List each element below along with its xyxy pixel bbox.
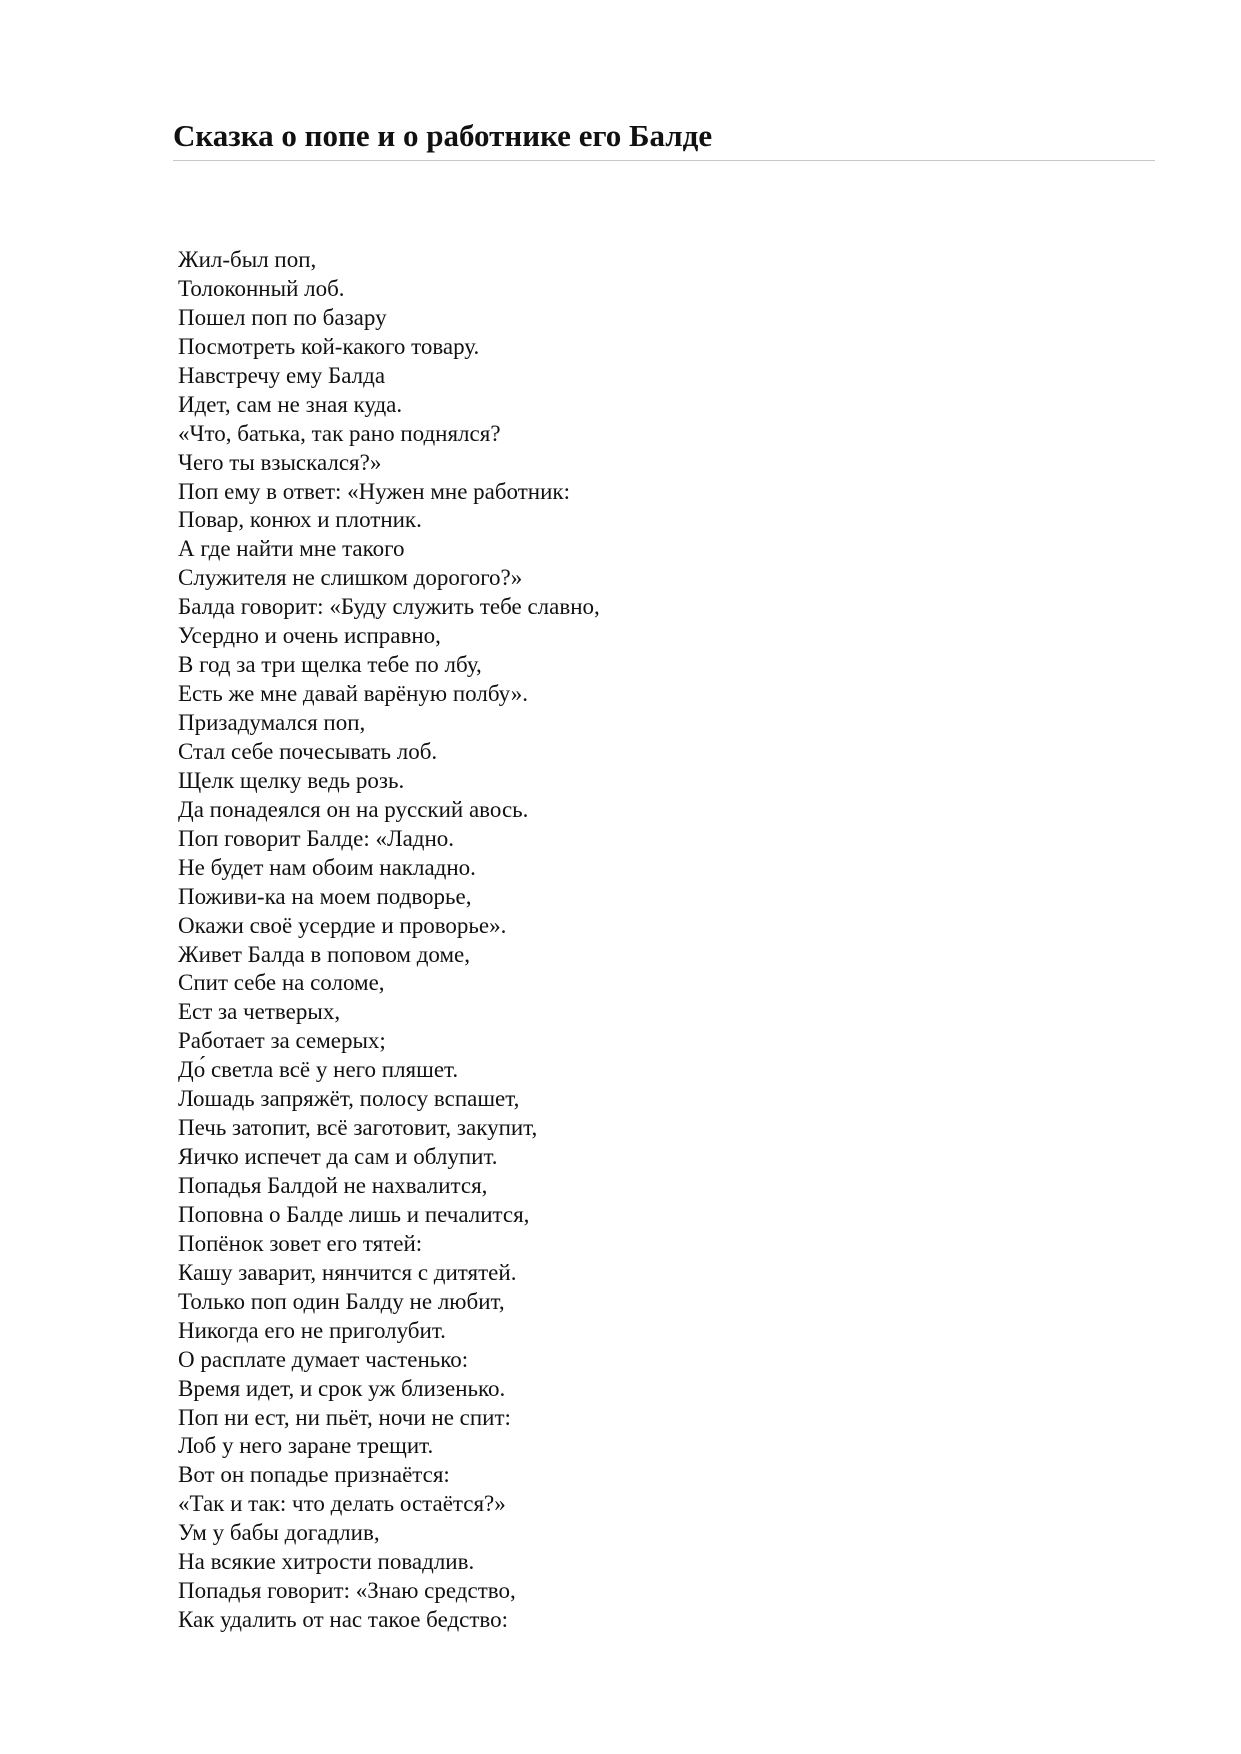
poem-line: Служителя не слишком дорогого?» (178, 565, 523, 591)
poem-line: Поповна о Балде лишь и печалится, (178, 1201, 530, 1227)
poem-line: Ест за четверых, (178, 999, 341, 1025)
poem-line: Пошел поп по базару (178, 304, 387, 330)
poem-line: А где найти мне такого (178, 536, 405, 562)
poem-line: Яичко испечет да сам и облупит. (178, 1144, 498, 1170)
poem-line: Лоб у него заране трещит. (178, 1433, 434, 1459)
poem-line: Толоконный лоб. (178, 275, 345, 301)
poem-line: Навстречу ему Балда (178, 362, 386, 388)
poem-line: «Так и так: что делать остаётся?» (178, 1491, 506, 1517)
poem-line: Балда говорит: «Буду служить тебе славно, (178, 594, 600, 620)
poem-line: Поп ни ест, ни пьёт, ночи не спит: (178, 1404, 511, 1430)
poem-line: Попадья Балдой не нахвалится, (178, 1173, 488, 1198)
poem-line: Ум у бабы догадлив, (178, 1520, 380, 1546)
poem-line: Призадумался поп, (178, 710, 366, 735)
poem-line: Живет Балда в поповом доме, (178, 941, 470, 967)
poem-line: На всякие хитрости повадлив. (178, 1549, 475, 1575)
poem-line: Попадья говорит: «Знаю средство, (178, 1578, 516, 1604)
poem-line: Стал себе почесывать лоб. (178, 738, 438, 764)
poem-line: Щелк щелку ведь розь. (178, 767, 405, 793)
poem-line: Да понадеялся он на русский авось. (178, 796, 529, 822)
poem-line: Как удалить от нас такое бедство: (178, 1607, 509, 1633)
poem-line: Кашу заварит, нянчится с дитятей. (178, 1259, 517, 1285)
poem-line: Печь затопит, всё заготовит, закупит, (178, 1115, 538, 1141)
poem-line: До́ светла всё у него пляшет. (178, 1057, 459, 1083)
poem-line: Жил-был поп, (178, 247, 317, 272)
poem-line: Только поп один Балду не любит, (178, 1288, 505, 1314)
poem-line: Время идет, и срок уж близенько. (178, 1375, 506, 1401)
poem-text (178, 246, 600, 1635)
poem-line: Никогда его не приголубит. (178, 1317, 446, 1343)
poem-line: Вот он попадье признаётся: (178, 1462, 450, 1488)
document-title: Сказка о попе и о работнике его Балде (173, 118, 713, 153)
poem-line: Поп говорит Балде: «Ладно. (178, 825, 455, 851)
poem-line: Лошадь запряжёт, полосу вспашет, (178, 1086, 520, 1112)
poem-line: Посмотреть кой-какого товару. (178, 333, 480, 359)
title-block (173, 118, 1155, 161)
poem-line: О расплате думает частенько: (178, 1346, 469, 1372)
poem-line: Усердно и очень исправно, (178, 623, 441, 649)
poem-line: В год за три щелка тебе по лбу, (178, 652, 482, 678)
poem-line: Есть же мне давай варёную полбу». (178, 681, 528, 707)
poem-line: «Что, батька, так рано поднялся? (178, 420, 501, 446)
poem-line: Чего ты взыскался?» (178, 449, 382, 475)
poem-line: Попёнок зовет его тятей: (178, 1230, 423, 1256)
poem-line: Спит себе на соломе, (178, 970, 385, 996)
poem-line: Работает за семерых; (178, 1028, 386, 1054)
poem-line: Окажи своё усердие и проворье». (178, 912, 507, 938)
poem-line: Поп ему в ответ: «Нужен мне работник: (178, 478, 570, 504)
poem-line: Идет, сам не зная куда. (178, 391, 403, 417)
poem-line: Поживи-ка на моем подворье, (178, 883, 472, 909)
title-underline (173, 160, 1155, 161)
poem-line: Повар, конюх и плотник. (178, 507, 422, 533)
poem-line: Не будет нам обоим накладно. (178, 854, 476, 880)
